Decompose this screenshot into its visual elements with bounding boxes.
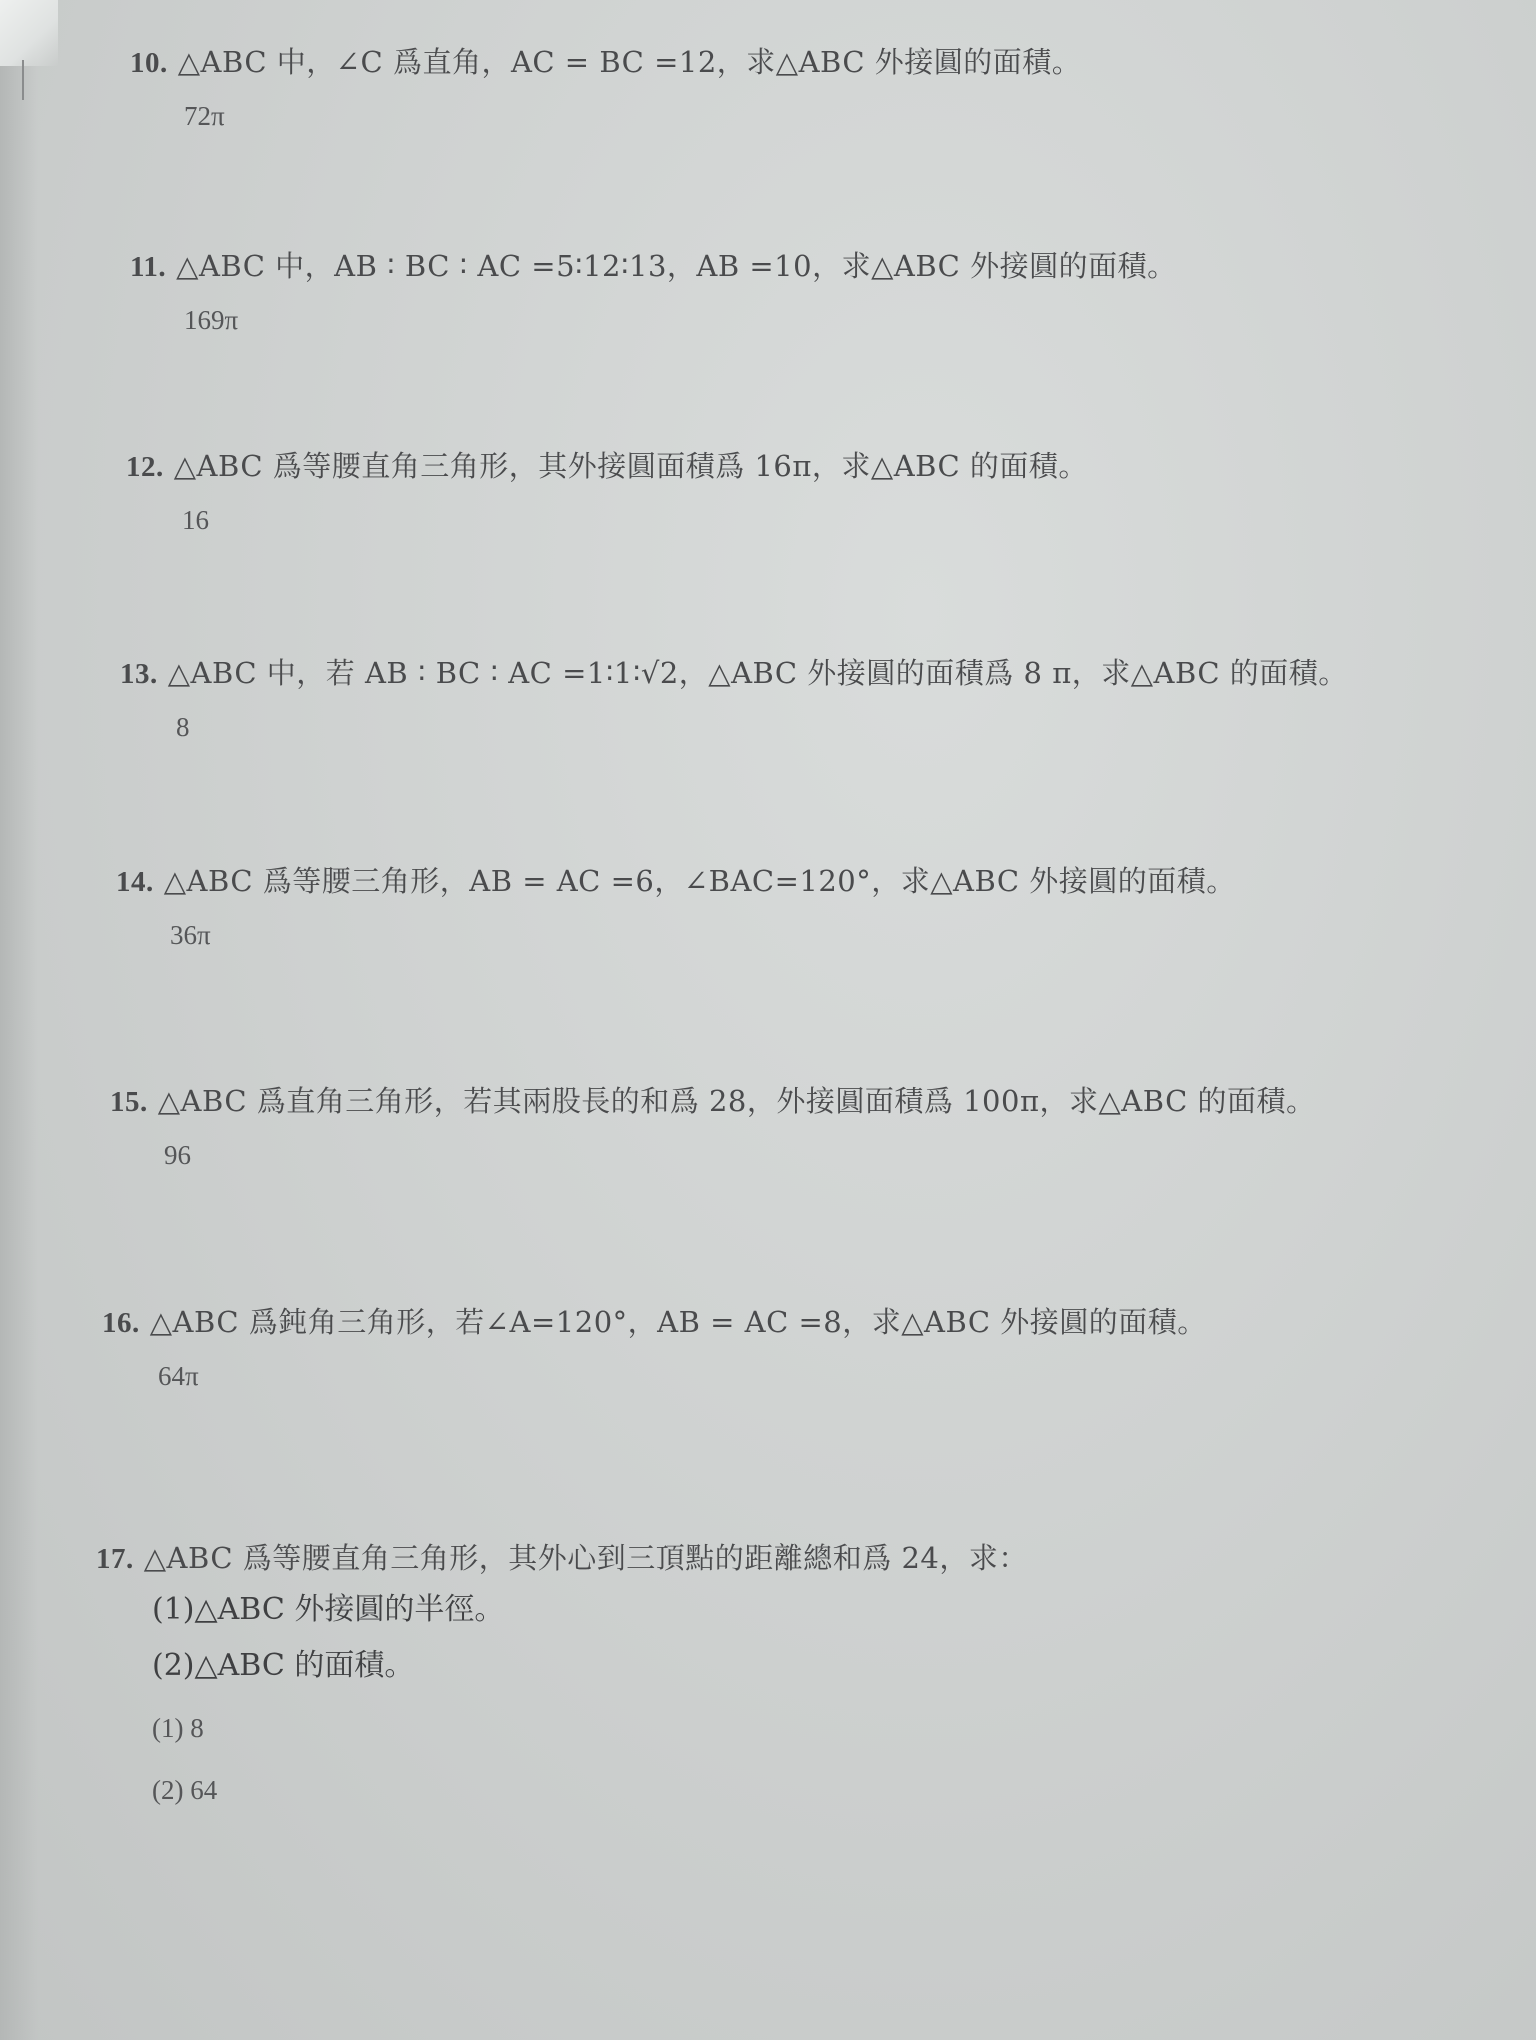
problem-12 — [126, 448, 1088, 537]
problem-10-question — [130, 44, 1081, 81]
problem-13-number: 13. — [120, 658, 158, 690]
problem-14 — [116, 863, 1236, 952]
problem-16-question — [102, 1304, 1207, 1341]
problem-15-question — [110, 1083, 1316, 1120]
problem-10-answer: 72π — [184, 101, 225, 131]
problem-17-answer-1: (1) 8 — [152, 1713, 204, 1743]
problem-10-text: △ABC 中，∠C 爲直角，AC = BC =12，求△ABC 外接圓的面積。 — [177, 45, 1082, 79]
page-corner-fold — [0, 0, 58, 66]
problem-11-answer: 169π — [184, 305, 239, 335]
problem-14-question — [116, 863, 1236, 900]
problem-16-number: 16. — [102, 1307, 140, 1339]
problem-17-number: 17. — [96, 1543, 134, 1575]
problem-14-text: △ABC 爲等腰三角形，AB = AC =6，∠BAC=120°，求△ABC 外接圓的面積。 — [163, 864, 1236, 898]
problem-10 — [130, 44, 1081, 133]
edge-mark — [22, 60, 24, 100]
problem-15-answer: 96 — [164, 1140, 191, 1170]
problem-17-text: △ABC 爲等腰直角三角形，其外心到三頂點的距離總和爲 24，求： — [143, 1541, 1028, 1575]
problem-16 — [102, 1304, 1207, 1393]
problem-11 — [130, 248, 1177, 337]
problem-13-text: △ABC 中，若 AB ∶ BC ∶ AC =1∶1∶√2，△ABC 外接圓的面積爲 8 π，求△ABC 的面積。 — [167, 656, 1348, 690]
problem-13-answer: 8 — [176, 712, 190, 742]
problem-17-question — [96, 1540, 1028, 1577]
problem-16-text: △ABC 爲鈍角三角形，若∠A=120°，AB = AC =8，求△ABC 外接圓的面積。 — [149, 1305, 1207, 1339]
problem-11-question — [130, 248, 1177, 285]
page-edge-shadow — [0, 0, 38, 2040]
problem-12-answer: 16 — [182, 505, 209, 535]
problem-14-answer: 36π — [170, 920, 211, 950]
problem-11-number: 11. — [130, 251, 167, 283]
problem-11-text: △ABC 中，AB ∶ BC ∶ AC =5∶12∶13，AB =10，求△ABC 外接圓的面積。 — [176, 249, 1177, 283]
problem-14-number: 14. — [116, 866, 154, 898]
problem-10-number: 10. — [130, 47, 168, 79]
problem-13 — [120, 655, 1348, 744]
problem-12-number: 12. — [126, 451, 164, 483]
problem-17-sub-2: (2)△ABC 的面積。 — [152, 1648, 415, 1683]
problem-15 — [110, 1083, 1316, 1172]
problem-17-sub-1: (1)△ABC 外接圓的半徑。 — [152, 1592, 505, 1627]
problem-17 — [96, 1540, 1028, 1807]
problem-12-text: △ABC 爲等腰直角三角形，其外接圓面積爲 16π，求△ABC 的面積。 — [173, 449, 1088, 483]
problem-13-question — [120, 655, 1348, 692]
problem-15-number: 15. — [110, 1086, 148, 1118]
problem-15-text: △ABC 爲直角三角形，若其兩股長的和爲 28，外接圓面積爲 100π，求△ABC 的面積。 — [157, 1084, 1316, 1118]
problem-17-answer-2: (2) 64 — [152, 1775, 218, 1805]
problem-16-answer: 64π — [158, 1361, 199, 1391]
problem-12-question — [126, 448, 1088, 485]
